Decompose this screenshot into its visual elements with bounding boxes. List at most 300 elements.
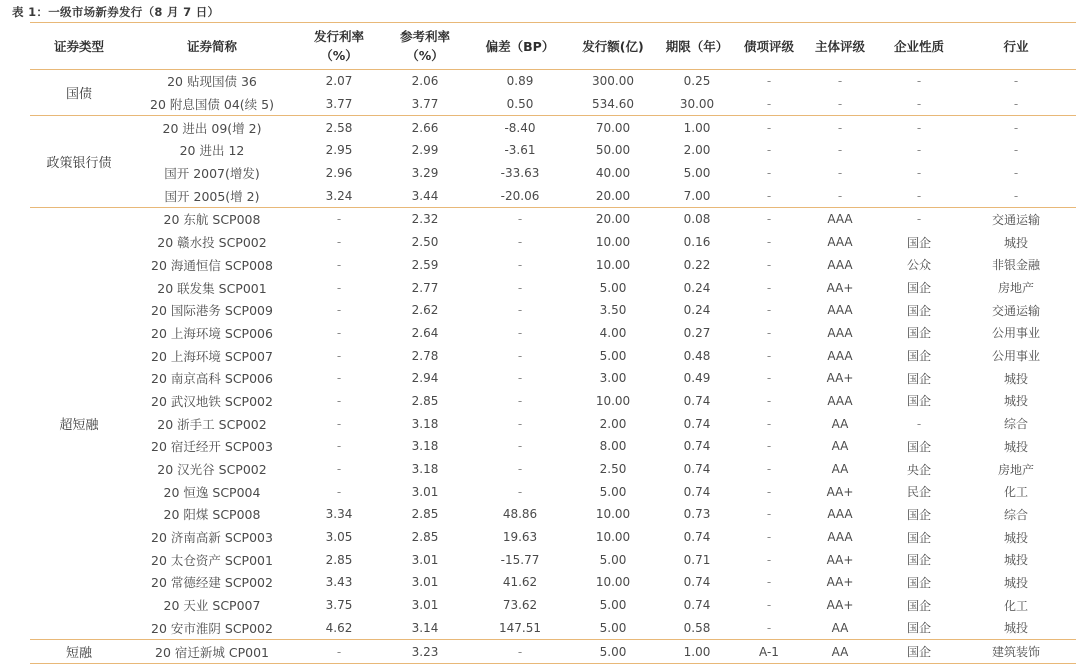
table-row	[30, 367, 1076, 390]
cell-reference-rate: 3.18	[411, 462, 439, 477]
cell-security-name: 20 武汉地铁 SCP002	[151, 393, 273, 409]
cell-deviation-bp: 147.51	[499, 620, 541, 635]
cell-issue-rate: -	[296, 640, 382, 664]
cell-issue-amount: 4.00	[599, 325, 627, 340]
cell-issuer-rating: AA+	[826, 552, 854, 567]
cell-issue-rate: 2.58	[296, 116, 382, 139]
cell-security-name: 20 宿迁经开 SCP003	[151, 439, 273, 455]
cell-reference-rate: 2.94	[411, 371, 439, 386]
cell-term-years: 0.27	[683, 325, 711, 340]
cell-security-name: 20 宿迁新城 CP001	[128, 640, 296, 664]
cell-issuer-rating: -	[798, 116, 882, 139]
cell-term-years: 7.00	[683, 188, 711, 203]
cell-deviation-bp: -	[517, 348, 523, 363]
cell-issuer-rating: AAA	[798, 208, 882, 231]
cell-term-years: 0.73	[683, 507, 711, 522]
cell-term-years: 0.08	[654, 208, 740, 231]
cell-security-type: 政策银行债	[30, 116, 128, 208]
cell-security-name: 20 上海环境 SCP007	[151, 348, 273, 364]
cell-reference-rate: 2.66	[382, 116, 468, 139]
table-caption: 表 1：一级市场新券发行（8 月 7 日）	[12, 5, 220, 19]
cell-term-years: 0.48	[683, 348, 711, 363]
cell-issue-amount: 2.50	[599, 462, 627, 477]
cell-issue-rating: -	[766, 235, 772, 250]
cell-term-years: 0.24	[683, 280, 711, 295]
cell-issue-amount: 5.00	[599, 280, 627, 295]
cell-deviation-bp: -	[517, 462, 523, 477]
cell-issue-rate: -	[336, 439, 342, 454]
cell-issuer-rating: AAA	[827, 393, 853, 408]
cell-enterprise-nature: -	[882, 208, 956, 231]
cell-issue-rating: -	[740, 116, 798, 139]
cell-deviation-bp: -33.63	[500, 166, 540, 181]
cell-issue-rating: -	[766, 371, 772, 386]
cell-enterprise-nature: 国企	[906, 326, 931, 341]
cell-deviation-bp: 19.63	[502, 530, 538, 545]
cell-industry: 综合	[1003, 507, 1028, 522]
table-row	[30, 640, 1076, 664]
cell-enterprise-nature: 国企	[906, 553, 931, 568]
cell-term-years: 0.74	[683, 530, 711, 545]
cell-reference-rate: 2.85	[411, 393, 439, 408]
cell-issue-rating: -	[766, 462, 772, 477]
cell-enterprise-nature: 公众	[906, 258, 931, 273]
cell-term-years: 0.25	[654, 70, 740, 93]
cell-issue-rating: -	[766, 188, 772, 203]
cell-security-name: 20 东航 SCP008	[128, 208, 296, 231]
cell-issue-rating: -	[766, 393, 772, 408]
header-row	[30, 23, 1076, 70]
header-enterprise-nature: 企业性质	[882, 23, 956, 70]
cell-deviation-bp: -	[468, 208, 572, 231]
cell-issuer-rating: -	[837, 166, 843, 181]
cell-industry: -	[1013, 97, 1019, 112]
cell-deviation-bp: -	[517, 325, 523, 340]
cell-issue-rate: 2.96	[325, 166, 353, 181]
cell-issuer-rating: AA	[831, 462, 849, 477]
cell-issue-amount: 50.00	[595, 143, 631, 158]
cell-security-type: 短融	[30, 640, 128, 664]
cell-reference-rate: 2.77	[411, 280, 439, 295]
cell-issue-rate: -	[336, 280, 342, 295]
cell-deviation-bp: -	[517, 393, 523, 408]
cell-issue-rate: -	[336, 325, 342, 340]
cell-security-name: 20 浙手工 SCP002	[157, 416, 267, 432]
cell-issue-rating: -	[766, 143, 772, 158]
cell-enterprise-nature: 民企	[906, 485, 931, 500]
cell-issue-rate: 3.05	[325, 530, 353, 545]
cell-enterprise-nature: 国企	[906, 281, 931, 296]
cell-enterprise-nature: 国企	[906, 303, 931, 318]
header-issue-amount: 发行额(亿)	[572, 23, 654, 70]
table-row	[30, 435, 1076, 458]
cell-issue-rating: -	[740, 70, 798, 93]
cell-issue-amount: 10.00	[595, 257, 631, 272]
cell-enterprise-nature: 国企	[906, 621, 931, 636]
cell-enterprise-nature: 国企	[906, 235, 931, 250]
cell-security-name: 20 海通恒信 SCP008	[151, 257, 273, 273]
cell-issue-rating: -	[766, 166, 772, 181]
cell-deviation-bp: 73.62	[502, 598, 538, 613]
cell-enterprise-nature: -	[916, 97, 922, 112]
cell-security-type: 国债	[30, 70, 128, 116]
cell-enterprise-nature: -	[882, 70, 956, 93]
cell-issuer-rating: AAA	[827, 507, 853, 522]
cell-deviation-bp: -	[517, 235, 523, 250]
cell-issue-rate: -	[336, 257, 342, 272]
table-row	[30, 276, 1076, 299]
cell-reference-rate: 2.62	[411, 303, 439, 318]
table-row	[30, 412, 1076, 435]
cell-deviation-bp: 0.50	[506, 97, 534, 112]
cell-term-years: 0.74	[683, 462, 711, 477]
cell-issue-rating: -	[766, 303, 772, 318]
cell-issuer-rating: -	[837, 97, 843, 112]
cell-industry: 城投	[1003, 394, 1028, 409]
cell-industry: -	[956, 70, 1076, 93]
cell-term-years: 0.74	[683, 393, 711, 408]
cell-deviation-bp: -20.06	[500, 188, 540, 203]
cell-issue-amount: 10.00	[595, 235, 631, 250]
header-term-years: 期限（年）	[654, 23, 740, 70]
cell-issue-amount: 3.50	[599, 303, 627, 318]
table-row	[30, 458, 1076, 481]
cell-industry: -	[956, 116, 1076, 139]
cell-issue-rating: A-1	[740, 640, 798, 664]
cell-issue-amount: 10.00	[595, 575, 631, 590]
cell-security-name: 20 汉光谷 SCP002	[157, 462, 267, 478]
cell-issuer-rating: AA+	[826, 280, 854, 295]
cell-deviation-bp: -	[517, 303, 523, 318]
cell-issue-rating: -	[766, 552, 772, 567]
header-issuer-rating: 主体评级	[798, 23, 882, 70]
cell-issue-amount: 5.00	[599, 484, 627, 499]
cell-issuer-rating: AA+	[826, 484, 854, 499]
cell-term-years: 0.74	[683, 575, 711, 590]
header-security-name: 证券简称	[128, 23, 296, 70]
cell-term-years: 0.49	[683, 371, 711, 386]
cell-term-years: 0.16	[683, 235, 711, 250]
cell-deviation-bp: -15.77	[500, 552, 540, 567]
cell-reference-rate: 2.06	[382, 70, 468, 93]
table-row	[30, 231, 1076, 254]
cell-security-name: 20 恒逸 SCP004	[163, 484, 261, 500]
table-row	[30, 322, 1076, 345]
cell-issue-rate: 2.95	[325, 143, 353, 158]
cell-security-name: 20 安市淮阴 SCP002	[151, 620, 273, 636]
table-row	[30, 571, 1076, 594]
cell-issue-rate: -	[336, 416, 342, 431]
cell-industry: 城投	[1003, 621, 1028, 636]
table-row	[30, 503, 1076, 526]
cell-reference-rate: 3.14	[411, 620, 439, 635]
cell-enterprise-nature: -	[882, 116, 956, 139]
cell-deviation-bp: 0.89	[468, 70, 572, 93]
cell-issuer-rating: -	[798, 70, 882, 93]
cell-security-name: 20 太仓资产 SCP001	[151, 552, 273, 568]
cell-issue-amount: 20.00	[572, 208, 654, 231]
cell-enterprise-nature: 国企	[906, 371, 931, 386]
cell-enterprise-nature: 国企	[906, 394, 931, 409]
cell-issue-amount: 5.00	[572, 640, 654, 664]
cell-issue-rating: -	[766, 484, 772, 499]
cell-issue-amount: 10.00	[595, 507, 631, 522]
cell-security-name: 20 常德经建 SCP002	[151, 575, 273, 591]
cell-term-years: 0.58	[683, 620, 711, 635]
cell-industry: 建筑装饰	[956, 640, 1076, 664]
cell-reference-rate: 3.29	[411, 166, 439, 181]
table-row	[30, 390, 1076, 413]
cell-industry: 城投	[1003, 575, 1028, 590]
cell-security-name: 20 国际港务 SCP009	[151, 303, 273, 319]
cell-issue-rating: -	[766, 325, 772, 340]
cell-issuer-rating: AAA	[827, 348, 853, 363]
cell-enterprise-nature: 国企	[906, 598, 931, 613]
cell-security-name: 20 联发集 SCP001	[157, 280, 267, 296]
cell-enterprise-nature: 央企	[906, 462, 931, 477]
cell-reference-rate: 3.18	[411, 439, 439, 454]
cell-issue-amount: 10.00	[595, 393, 631, 408]
cell-industry: -	[1013, 143, 1019, 158]
table-row	[30, 208, 1076, 231]
cell-industry: -	[1013, 188, 1019, 203]
cell-reference-rate: 2.59	[411, 257, 439, 272]
cell-issue-rate: -	[336, 484, 342, 499]
cell-issue-rating: -	[766, 97, 772, 112]
cell-security-name: 20 附息国债 04(续 5)	[150, 97, 274, 113]
cell-deviation-bp: 41.62	[502, 575, 538, 590]
cell-term-years: 5.00	[683, 166, 711, 181]
cell-security-name: 20 天业 SCP007	[163, 598, 261, 614]
cell-enterprise-nature: 国企	[906, 349, 931, 364]
cell-issue-rate: -	[336, 303, 342, 318]
cell-issue-rate: 2.07	[296, 70, 382, 93]
cell-issue-rating: -	[766, 575, 772, 590]
cell-issue-amount: 40.00	[595, 166, 631, 181]
cell-deviation-bp: -	[517, 257, 523, 272]
cell-deviation-bp: -8.40	[468, 116, 572, 139]
table-body	[30, 70, 1076, 664]
cell-reference-rate: 2.99	[411, 143, 439, 158]
cell-reference-rate: 2.78	[411, 348, 439, 363]
cell-industry: 城投	[1003, 235, 1028, 250]
cell-issuer-rating: AA+	[826, 598, 854, 613]
cell-enterprise-nature: 国企	[882, 640, 956, 664]
cell-issue-rate: 3.34	[325, 507, 353, 522]
table-row	[30, 480, 1076, 503]
cell-issue-rate: -	[336, 462, 342, 477]
cell-term-years: 0.71	[683, 552, 711, 567]
cell-term-years: 1.00	[654, 116, 740, 139]
cell-term-years: 2.00	[683, 143, 711, 158]
table-row	[30, 526, 1076, 549]
cell-issuer-rating: -	[837, 188, 843, 203]
cell-industry: 交通运输	[991, 303, 1040, 318]
cell-reference-rate: 2.32	[382, 208, 468, 231]
cell-term-years: 0.22	[683, 257, 711, 272]
header-issue-rating: 债项评级	[740, 23, 798, 70]
cell-reference-rate: 3.01	[411, 598, 439, 613]
cell-reference-rate: 3.01	[411, 575, 439, 590]
cell-industry: 综合	[1003, 417, 1028, 432]
cell-term-years: 0.74	[683, 439, 711, 454]
cell-issue-amount: 534.60	[592, 97, 634, 112]
cell-security-type: 超短融	[30, 208, 128, 640]
cell-industry: 城投	[1003, 371, 1028, 386]
cell-reference-rate: 2.50	[411, 235, 439, 250]
cell-issuer-rating: AAA	[827, 530, 853, 545]
cell-issue-amount: 5.00	[599, 348, 627, 363]
table-row	[30, 70, 1076, 93]
cell-issue-rating: -	[766, 439, 772, 454]
cell-deviation-bp: -	[517, 371, 523, 386]
table-row	[30, 162, 1076, 185]
cell-issue-rate: -	[336, 393, 342, 408]
cell-issue-rate: 4.62	[325, 620, 353, 635]
table-row	[30, 184, 1076, 207]
cell-issuer-rating: AAA	[827, 303, 853, 318]
cell-issuer-rating: -	[837, 143, 843, 158]
cell-security-name: 20 阳煤 SCP008	[163, 507, 261, 523]
cell-issuer-rating: AAA	[827, 257, 853, 272]
cell-issue-amount: 5.00	[599, 598, 627, 613]
cell-term-years: 0.74	[683, 416, 711, 431]
cell-term-years: 0.24	[683, 303, 711, 318]
cell-industry: 公用事业	[991, 326, 1040, 341]
cell-term-years: 0.74	[683, 598, 711, 613]
cell-issue-amount: 20.00	[595, 188, 631, 203]
cell-issuer-rating: AA+	[826, 371, 854, 386]
table-row	[30, 139, 1076, 162]
cell-reference-rate: 2.64	[411, 325, 439, 340]
header-industry: 行业	[956, 23, 1076, 70]
cell-issue-amount: 3.00	[599, 371, 627, 386]
cell-issue-rate: -	[336, 235, 342, 250]
cell-reference-rate: 3.01	[411, 552, 439, 567]
cell-security-name: 20 济南高新 SCP003	[151, 530, 273, 546]
cell-issue-rating: -	[766, 416, 772, 431]
cell-industry: 公用事业	[991, 349, 1040, 364]
cell-deviation-bp: -	[517, 416, 523, 431]
cell-issue-amount: 2.00	[599, 416, 627, 431]
cell-enterprise-nature: 国企	[906, 575, 931, 590]
cell-issue-amount: 5.00	[599, 552, 627, 567]
cell-issue-amount: 5.00	[599, 620, 627, 635]
cell-issue-rate: 2.85	[325, 552, 353, 567]
cell-enterprise-nature: 国企	[906, 439, 931, 454]
cell-issue-rating: -	[766, 620, 772, 635]
cell-security-name: 国开 2007(增发)	[164, 166, 260, 182]
header-deviation-bp: 偏差（BP）	[468, 23, 572, 70]
cell-issuer-rating: AA	[831, 439, 849, 454]
cell-term-years: 0.74	[683, 484, 711, 499]
cell-issuer-rating: AA	[831, 620, 849, 635]
cell-security-name: 国开 2005(增 2)	[164, 188, 260, 204]
cell-issue-rate: -	[336, 371, 342, 386]
cell-reference-rate: 3.01	[411, 484, 439, 499]
cell-issue-rate: 3.77	[325, 97, 353, 112]
cell-enterprise-nature: -	[916, 166, 922, 181]
new-bond-issuance-table	[30, 22, 1076, 664]
cell-industry: 交通运输	[956, 208, 1076, 231]
cell-enterprise-nature: 国企	[906, 530, 931, 545]
cell-issue-rating: -	[766, 530, 772, 545]
cell-industry: 城投	[1003, 530, 1028, 545]
cell-industry: 化工	[1003, 598, 1028, 613]
cell-industry: 非银金融	[991, 258, 1040, 273]
cell-industry: 房地产	[997, 462, 1034, 477]
table-row	[30, 548, 1076, 571]
cell-reference-rate: 3.44	[411, 188, 439, 203]
cell-issuer-rating: AA+	[826, 575, 854, 590]
cell-deviation-bp: -	[468, 640, 572, 664]
cell-deviation-bp: -	[517, 280, 523, 295]
table-row	[30, 594, 1076, 617]
cell-industry: 房地产	[997, 281, 1034, 296]
cell-issue-rate: 3.43	[325, 575, 353, 590]
cell-security-name: 20 进出 12	[179, 143, 245, 159]
header-security-type: 证券类型	[30, 23, 128, 70]
cell-issue-rating: -	[766, 507, 772, 522]
cell-security-name: 20 南京高科 SCP006	[151, 371, 273, 387]
cell-issue-amount: 8.00	[599, 439, 627, 454]
cell-issue-rating: -	[766, 598, 772, 613]
table-row	[30, 617, 1076, 640]
cell-issue-rate: -	[296, 208, 382, 231]
cell-industry: 城投	[1003, 553, 1028, 568]
cell-issuer-rating: AA	[798, 640, 882, 664]
cell-deviation-bp: 48.86	[502, 507, 538, 522]
cell-issue-amount: 70.00	[572, 116, 654, 139]
cell-issue-rating: -	[766, 280, 772, 295]
table-row	[30, 344, 1076, 367]
table-row	[30, 93, 1076, 116]
table-row	[30, 116, 1076, 139]
cell-reference-rate: 2.85	[411, 507, 439, 522]
cell-security-name: 20 贴现国债 36	[128, 70, 296, 93]
cell-enterprise-nature: -	[916, 188, 922, 203]
cell-enterprise-nature: -	[916, 416, 922, 431]
cell-security-name: 20 上海环境 SCP006	[151, 325, 273, 341]
cell-reference-rate: 3.23	[382, 640, 468, 664]
cell-deviation-bp: -	[517, 439, 523, 454]
cell-issue-rate: 3.75	[325, 598, 353, 613]
cell-issue-amount: 10.00	[595, 530, 631, 545]
cell-enterprise-nature: 国企	[906, 507, 931, 522]
cell-reference-rate: 3.77	[411, 97, 439, 112]
cell-issue-rating: -	[766, 348, 772, 363]
header-issue-rate: 发行利率 （%）	[296, 23, 382, 70]
cell-security-name: 20 赣水投 SCP002	[157, 235, 267, 251]
table-row	[30, 254, 1076, 277]
cell-term-years: 30.00	[679, 97, 715, 112]
cell-issuer-rating: AA	[831, 416, 849, 431]
cell-enterprise-nature: -	[916, 143, 922, 158]
cell-deviation-bp: -3.61	[504, 143, 536, 158]
cell-issuer-rating: AAA	[827, 235, 853, 250]
cell-reference-rate: 2.85	[411, 530, 439, 545]
cell-term-years: 1.00	[654, 640, 740, 664]
cell-reference-rate: 3.18	[411, 416, 439, 431]
cell-industry: 城投	[1003, 439, 1028, 454]
cell-issuer-rating: AAA	[827, 325, 853, 340]
header-reference-rate: 参考利率 （%）	[382, 23, 468, 70]
cell-issue-rating: -	[740, 208, 798, 231]
table-row	[30, 299, 1076, 322]
cell-industry: -	[1013, 166, 1019, 181]
cell-issue-rate: -	[336, 348, 342, 363]
cell-issue-rate: 3.24	[325, 188, 353, 203]
